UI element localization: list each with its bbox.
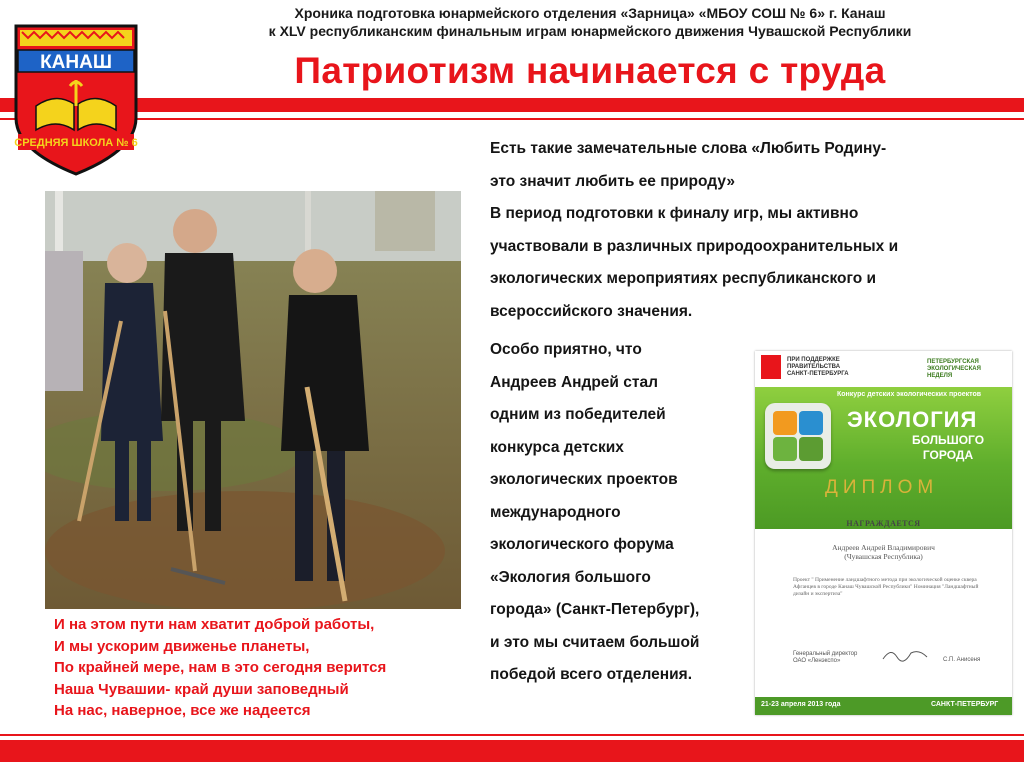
diploma-label: ДИПЛОМ xyxy=(825,477,939,498)
article-line: одним из победителей xyxy=(490,406,666,423)
diploma-project: Проект " Применение ландшафтного метода при экологической оценке сквера Афганцев в городе Канаш Чувашской Республики" Номинация "Ландшафтный дизайн и экспертиза" xyxy=(793,577,979,597)
poem-line: На нас, наверное, все же надеется xyxy=(54,702,311,719)
article-line: Особо приятно, что xyxy=(490,341,642,358)
emblem-top-label: КАНАШ xyxy=(40,52,112,73)
footer-stripe-thin xyxy=(0,734,1024,736)
article-line: города» (Санкт-Петербург), xyxy=(490,601,700,618)
diploma-signature-block xyxy=(793,651,993,665)
article-line: «Экология большого xyxy=(490,568,651,586)
article-line: В период подготовки к финалу игр, мы активно xyxy=(490,205,859,222)
diploma-image xyxy=(755,351,1012,715)
article-line: это значит любить ее природу» xyxy=(490,172,735,190)
diploma-eco-title: ЭКОЛОГИЯ xyxy=(847,407,978,432)
diploma-awarded: НАГРАЖДАЕТСЯ xyxy=(846,519,921,528)
article-line: экологических мероприятиях республиканского и xyxy=(490,270,877,287)
diploma-eco-sub2: ГОРОДА xyxy=(922,448,974,462)
diploma-recipient-region: (Чувашская Республика) xyxy=(844,552,923,561)
diploma-eco-sub1: БОЛЬШОГО xyxy=(911,433,985,447)
header-line-1: Хроника подготовка юнармейского отделения «Зарница» «МБОУ СОШ № 6» г. Канаш xyxy=(294,5,886,21)
diploma-director-org: ОАО «Ленэкспо» xyxy=(793,658,841,664)
diploma-week: ПЕТЕРБУРГСКАЯ ЭКОЛОГИЧЕСКАЯ НЕДЕЛЯ xyxy=(927,359,981,379)
diploma-director-title: Генеральный директор xyxy=(793,651,858,657)
article-achievement xyxy=(490,334,699,692)
poem xyxy=(54,614,386,722)
header-line-2: к XLV республиканским финальным играм юнармейского движения Чувашской Республики xyxy=(268,23,912,39)
ecology-logo-icon xyxy=(765,403,831,469)
poem-line: По крайней мере, нам в это сегодня верится xyxy=(54,659,387,676)
signature-icon xyxy=(881,645,931,665)
article-line: экологического форума xyxy=(490,536,674,553)
school-emblem xyxy=(12,22,140,178)
header-stripe-thin xyxy=(0,118,1024,120)
main-photo xyxy=(45,191,461,609)
article-line: и это мы считаем большой xyxy=(490,633,700,651)
poem-line: Наша Чувашии- край души заповедный xyxy=(54,680,349,698)
article-line: победой всего отделения. xyxy=(490,666,693,683)
page-title: Патриотизм начинается с труда xyxy=(294,50,886,91)
poem-line: И на этом пути нам хватит доброй работы, xyxy=(54,616,375,633)
header-stripe xyxy=(0,98,1024,112)
article-line: Андреев Андрей стал xyxy=(490,373,658,391)
article-intro xyxy=(490,133,898,328)
emblem-shield-icon xyxy=(12,22,140,178)
emblem-bottom-label: СРЕДНЯЯ ШКОЛА № 6 xyxy=(14,137,138,149)
article-line: Есть такие замечательные слова «Любить Родину- xyxy=(490,140,887,157)
article-line: экологических проектов xyxy=(490,471,678,488)
diploma-recipient-name: Андреев Андрей Владимирович xyxy=(832,543,935,552)
photo-students-raking-icon xyxy=(45,191,461,609)
diploma-contest: Конкурс детских экологических проектов xyxy=(837,391,982,398)
diploma-city: САНКТ-ПЕТЕРБУРГ xyxy=(931,701,999,708)
diploma-sponsor: ПРИ ПОДДЕРЖКЕ ПРАВИТЕЛЬСТВА САНКТ-ПЕТЕРБУРГА xyxy=(787,357,849,377)
article-line: международного xyxy=(490,503,621,521)
diploma-header xyxy=(755,351,1012,391)
diploma-recipient xyxy=(755,543,1012,561)
diploma-eco-subtitle xyxy=(903,433,993,463)
article-line: участвовали в различных природоохранительных и xyxy=(490,237,899,255)
diploma-dates: 21-23 апреля 2013 года xyxy=(761,701,841,708)
footer-stripe xyxy=(0,740,1024,762)
poem-line: И мы ускорим движенье планеты, xyxy=(54,637,310,655)
diploma-signer: С.П. Анисеня xyxy=(943,657,981,663)
article-line: конкурса детских xyxy=(490,438,624,456)
diploma-footer xyxy=(755,697,1012,715)
header-subtitle xyxy=(160,4,1020,40)
article-line: всероссийского значения. xyxy=(490,302,693,320)
spb-crest-icon xyxy=(761,355,781,379)
